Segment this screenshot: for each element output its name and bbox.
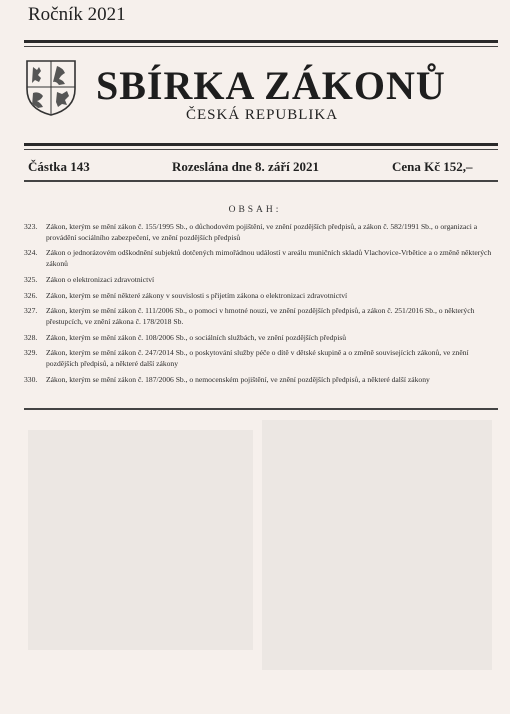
table-of-contents <box>24 222 498 391</box>
toc-text: Zákon, kterým se mění zákon č. 187/2006 Sb., o nemocenském pojištění, ve znění pozdějších předpisů, a některé další zákony <box>46 374 430 384</box>
toc-text: Zákon, kterým se mění zákon č. 247/2014 Sb., o poskytování služby péče o dítě v dětské skupině a o změně souvisejících zákonů, ve znění pozdějších předpisů, a některé další zákony <box>46 348 469 369</box>
state-emblem-icon <box>25 59 77 117</box>
meta-bottom-rule <box>24 180 498 182</box>
contents-heading: OBSAH: <box>228 205 282 215</box>
toc-item <box>24 333 498 344</box>
top-rule <box>24 40 498 43</box>
show-through-left <box>28 430 253 650</box>
contents-bottom-rule <box>24 408 498 410</box>
gazette-title: SBÍRKA ZÁKONŮ <box>96 63 446 108</box>
distribution-date: Rozeslána dne 8. září 2021 <box>172 159 319 174</box>
toc-item <box>24 306 498 327</box>
top-rule-thin <box>24 46 498 47</box>
toc-item <box>24 348 498 369</box>
toc-item <box>24 248 498 269</box>
toc-number: 325. <box>24 274 38 284</box>
header-bottom-rule <box>24 143 498 146</box>
toc-number: 324. <box>24 248 38 258</box>
toc-text: Zákon, kterým se mění některé zákony v souvislosti s přijetím zákona o elektronizaci zdravotnictví <box>46 290 348 300</box>
toc-text: Zákon o elektronizaci zdravotnictví <box>46 274 155 284</box>
toc-number: 328. <box>24 332 38 342</box>
toc-item <box>24 275 498 286</box>
toc-number: 326. <box>24 290 38 300</box>
toc-number: 327. <box>24 306 38 316</box>
toc-text: Zákon, kterým se mění zákon č. 155/1995 Sb., o důchodovém pojištění, ve znění pozdějších předpisů, a zákon č. 582/1991 Sb., o organizaci a provádění sociálního zabezpečení, ve znění pozdějších předpisů <box>46 222 478 242</box>
issue-number: Částka 143 <box>28 159 90 174</box>
toc-text: Zákon, kterým se mění zákon č. 108/2006 Sb., o sociálních službách, ve znění pozdějších předpisů <box>46 332 347 342</box>
header-bottom-rule-thin <box>24 149 498 150</box>
toc-number: 330. <box>24 374 38 384</box>
toc-text: Zákon, kterým se mění zákon č. 111/2006 Sb., o pomoci v hmotné nouzi, ve znění pozdějších předpisů, a zákon č. 251/2016 Sb., o některých přestupcích, ve znění zákona č. 178/2018 Sb. <box>46 306 475 326</box>
country-subtitle: ČESKÁ REPUBLIKA <box>186 107 339 123</box>
toc-text: Zákon o jednorázovém odškodnění subjektů dotčených mimořádnou událostí v areálu muničních skladů Vlachovice-Vrbětice a o změně některých zákonů <box>46 248 492 268</box>
volume-year: Ročník 2021 <box>28 4 126 25</box>
toc-number: 323. <box>24 222 38 231</box>
toc-item <box>24 291 498 302</box>
toc-number: 329. <box>24 348 38 358</box>
show-through-right <box>262 420 492 670</box>
toc-item <box>24 222 498 243</box>
toc-item <box>24 375 498 386</box>
price: Cena Kč 152,– <box>392 159 473 174</box>
